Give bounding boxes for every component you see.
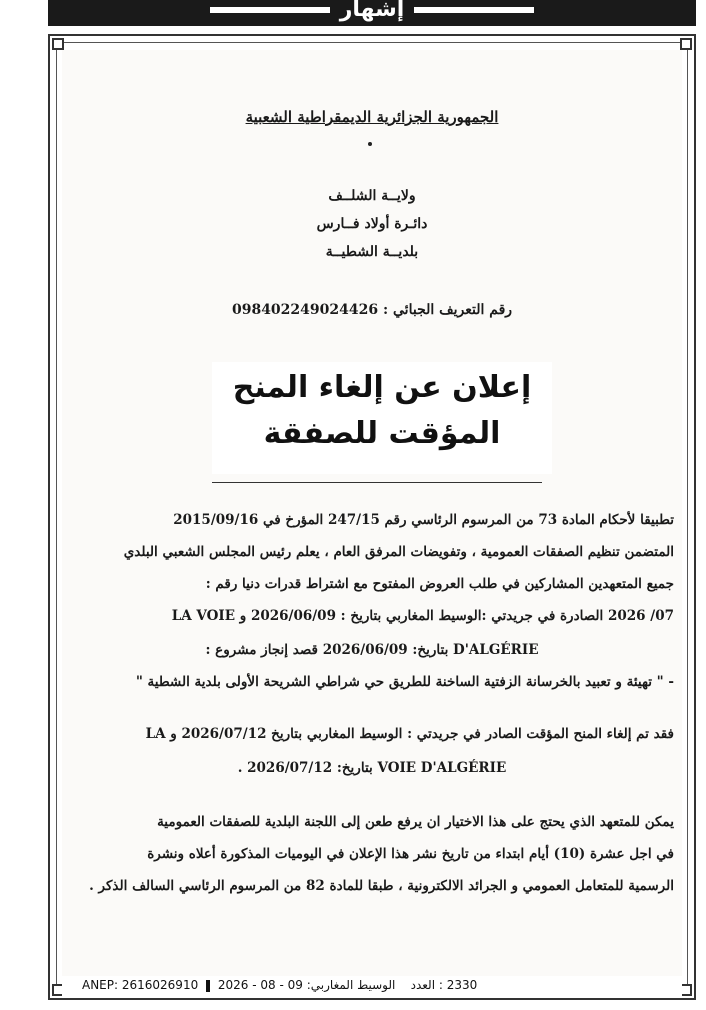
frame-corner-ornament bbox=[52, 38, 64, 50]
anep-number: ANEP: 2616026910 bbox=[82, 978, 199, 992]
republic-header: الجمهورية الجزائرية الديمقراطية الشعبية bbox=[245, 108, 499, 126]
wilaya-line: ولايــة الشلــف bbox=[328, 188, 416, 204]
body-paragraph-3-line-2: في اجل عشرة (10) أيام ابتداء من تاريخ نشر هذا الإعلان في اليوميات المذكورة أعلاه ونشرة bbox=[147, 846, 674, 862]
announcement-document bbox=[62, 50, 682, 980]
newspaper-date: الوسيط المغاربي: 09 - 08 - 2026 bbox=[217, 978, 396, 992]
title-line-1: إعلان عن إلغاء المنح bbox=[232, 370, 532, 405]
body-paragraph-1-line-1: تطبيقا لأحكام المادة 73 من المرسوم الرئاسي رقم 247/15 المؤرخ في 2015/09/16 bbox=[173, 512, 674, 528]
issue-number: 2330 : العدد bbox=[410, 978, 478, 992]
footer-separator bbox=[206, 980, 210, 992]
body-paragraph-1-line-2: المتضمن تنظيم الصفقات العمومية ، وتفويضات المرفق العام ، يعلم رئيس المجلس الشعبي البلدي bbox=[123, 544, 674, 560]
tax-id-line: رقم التعريف الجبائي : 098402249024426 bbox=[231, 302, 513, 318]
body-paragraph-2-line-1: فقد تم إلغاء المنح المؤقت الصادر في جريدتي : الوسيط المغاربي بتاريخ 2026/07/12 و LA bbox=[145, 726, 674, 742]
body-paragraph-2-line-2: VOIE D'ALGÉRIE بتاريخ: 2026/07/12 . bbox=[237, 760, 507, 776]
body-paragraph-1-line-4: 07/ 2026 الصادرة في جريدتي :الوسيط المغاربي بتاريخ : 2026/06/09 و LA VOIE bbox=[171, 608, 674, 624]
daira-line: دائـرة أولاد فــارس bbox=[316, 216, 428, 232]
banner-stroke bbox=[210, 7, 330, 13]
frame-corner-ornament bbox=[680, 38, 692, 50]
ink-mark bbox=[368, 142, 372, 146]
title-divider bbox=[212, 482, 542, 483]
announcement-title bbox=[212, 362, 552, 474]
title-line-2: المؤقت للصفقة bbox=[263, 416, 501, 451]
banner-text: إشهار bbox=[339, 0, 405, 22]
project-title-line: - " تهيئة و تعبيد بالخرسانة الزفتية الساخنة للطريق حي شراطي الشريحة الأولى بلدية الشطية " bbox=[135, 674, 674, 690]
body-paragraph-3-line-1: يمكن للمتعهد الذي يحتج على هذا الاختيار ان يرفع طعن إلى اللجنة البلدية للصفقات العمومية bbox=[157, 814, 674, 830]
body-paragraph-1-line-5: D'ALGÉRIE بتاريخ: 2026/06/09 قصد إنجاز مشروع : bbox=[205, 642, 539, 658]
baladia-line: بلديــة الشطيــة bbox=[325, 244, 419, 260]
body-paragraph-3-line-3: الرسمية للمتعامل العمومي و الجرائد الالكترونية ، طبقا للمادة 82 من المرسوم الرئاسي السالف الذكر . bbox=[89, 878, 674, 894]
footer bbox=[62, 976, 682, 998]
footer-text bbox=[82, 978, 477, 992]
top-banner bbox=[48, 0, 696, 26]
body-paragraph-1-line-3: جميع المتعهدين المشاركين في طلب العروض المفتوح مع اشتراط قدرات دنيا رقم : bbox=[205, 576, 674, 592]
banner-stroke bbox=[414, 7, 534, 13]
